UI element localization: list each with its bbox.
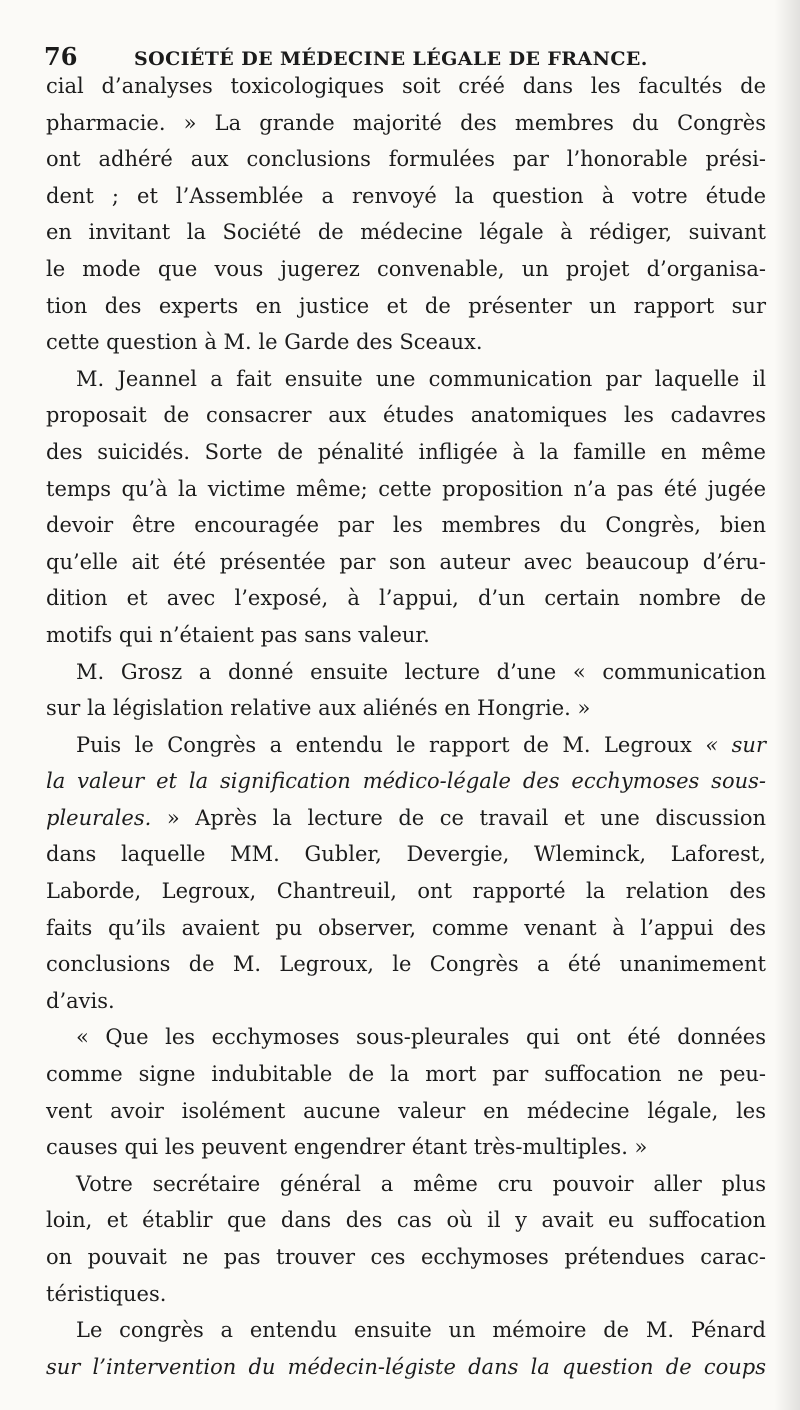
text-line: Votre secrétaire général a même cru pouvoir aller plus bbox=[76, 1171, 766, 1196]
text-line: conclusions de M. Legroux, le Congrès a été unanimement bbox=[46, 952, 766, 977]
page-number: 76 bbox=[44, 42, 78, 71]
text-line: dent ; et l’Assemblée a renvoyé la question à votre étude bbox=[46, 183, 766, 208]
text-line: Laborde, Legroux, Chantreuil, ont rapporté la relation des bbox=[46, 879, 766, 904]
text-run: Puis le Congrès a entendu le rapport de M. Legroux bbox=[76, 732, 692, 757]
text-line: en invitant la Société de médecine légale à rédiger, suivant bbox=[46, 220, 766, 245]
text-line-italic: la valeur et la signification médico-légale des ecchymoses sous- bbox=[46, 769, 766, 794]
text-line bbox=[46, 800, 766, 837]
page-gutter-shadow bbox=[774, 0, 800, 1410]
text-line: vent avoir isolément aucune valeur en médecine légale, les bbox=[46, 1098, 766, 1123]
text-line: le mode que vous jugerez convenable, un projet d’organisa- bbox=[46, 256, 766, 281]
text-line: loin, et établir que dans des cas où il y avait eu suffocation bbox=[46, 1208, 766, 1233]
text-line: « Que les ecchymoses sous-pleurales qui ont été données bbox=[76, 1025, 766, 1050]
text-line: motifs qui n’étaient pas sans valeur. bbox=[46, 622, 430, 647]
text-line: cial d’analyses toxicologiques soit créé dans les facultés de bbox=[46, 74, 766, 98]
text-line: on pouvait ne pas trouver ces ecchymoses prétendues carac- bbox=[46, 1245, 766, 1269]
text-run: » Après la lecture de ce travail et une discussion bbox=[166, 805, 766, 830]
text-line: M. Grosz a donné ensuite lecture d’une « communication bbox=[76, 659, 766, 684]
text-line: M. Jeannel a fait ensuite une communication par laquelle il bbox=[76, 366, 766, 391]
text-line: pharmacie. » La grande majorité des membres du Congrès bbox=[46, 110, 766, 135]
paragraph bbox=[46, 1312, 766, 1385]
text-line bbox=[46, 727, 766, 764]
paragraph bbox=[46, 727, 766, 1020]
text-line: cette question à M. le Garde des Sceaux. bbox=[46, 330, 483, 355]
text-run-italic: pleurales. bbox=[46, 805, 152, 830]
text-line: tion des experts en justice et de présenter un rapport sur bbox=[46, 293, 766, 318]
text-line: dans laquelle MM. Gubler, Devergie, Wleminck, Laforest, bbox=[46, 842, 766, 867]
text-line: téristiques. bbox=[46, 1281, 167, 1306]
text-line: Le congrès a entendu ensuite un mémoire de M. Pénard bbox=[76, 1318, 766, 1343]
text-run-italic: « sur bbox=[705, 732, 766, 757]
text-line: proposait de consacrer aux études anatomiques les cadavres bbox=[46, 403, 766, 428]
text-line: des suicidés. Sorte de pénalité infligée à la famille en même bbox=[46, 439, 766, 464]
paragraph bbox=[46, 654, 766, 727]
text-line: comme signe indubitable de la mort par suffocation ne peu- bbox=[46, 1062, 766, 1087]
paragraph bbox=[46, 68, 766, 361]
text-line: d’avis. bbox=[46, 988, 115, 1013]
paragraph bbox=[46, 1166, 766, 1312]
text-line: qu’elle ait été présentée par son auteur avec beaucoup d’éru- bbox=[46, 549, 766, 574]
running-title: SOCIÉTÉ DE MÉDECINE LÉGALE DE FRANCE. bbox=[134, 48, 648, 70]
running-head bbox=[44, 42, 784, 71]
text-line: temps qu’à la victime même; cette proposition n’a pas été jugée bbox=[46, 476, 766, 501]
text-line: faits qu’ils avaient pu observer, comme venant à l’appui des bbox=[46, 915, 766, 940]
text-line-italic: sur l’intervention du médecin-légiste dans la question de coups bbox=[46, 1354, 766, 1379]
text-line: sur la législation relative aux aliénés en Hongrie. » bbox=[46, 696, 591, 721]
text-line: devoir être encouragée par les membres du Congrès, bien bbox=[46, 513, 766, 538]
paragraph bbox=[46, 1019, 766, 1165]
text-line: causes qui les peuvent engendrer étant très-multiples. » bbox=[46, 1135, 648, 1160]
paragraph bbox=[46, 361, 766, 654]
text-line: ont adhéré aux conclusions formulées par l’honorable prési- bbox=[46, 147, 766, 172]
body-text bbox=[46, 68, 766, 1385]
text-line: dition et avec l’exposé, à l’appui, d’un certain nombre de bbox=[46, 586, 766, 611]
